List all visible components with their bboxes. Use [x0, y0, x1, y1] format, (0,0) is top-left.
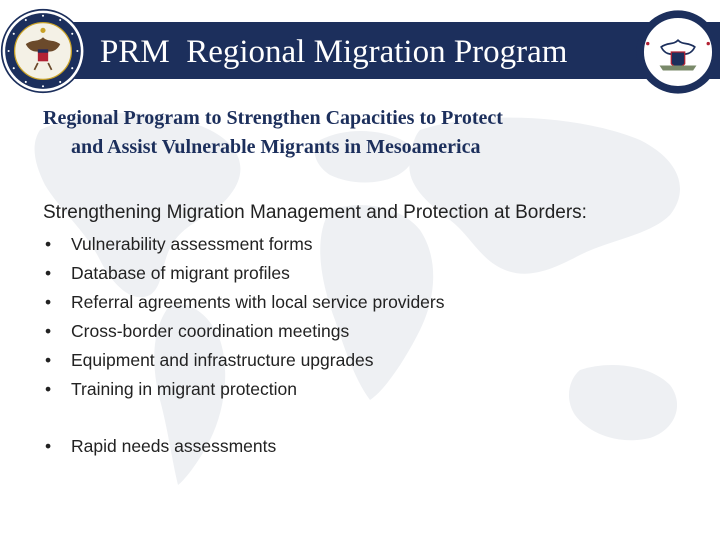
bullet-dot: • — [45, 436, 52, 456]
page-title: PRM Regional Migration Program — [100, 34, 568, 70]
bullet-dot: • — [45, 263, 52, 283]
bullet-dot: • — [45, 350, 52, 370]
list-item-text: Database of migrant profiles — [71, 263, 290, 283]
list-item-text: Rapid needs assessments — [71, 436, 277, 456]
subtitle-line-1: Regional Program to Strengthen Capacities to Protect — [43, 107, 503, 129]
bullet-dot: • — [45, 321, 52, 341]
bullet-list — [43, 230, 683, 461]
list-item-text: Cross-border coordination meetings — [71, 321, 350, 341]
list-item-text: Referral agreements with local service providers — [71, 292, 445, 312]
list-item-text: Training in migrant protection — [71, 379, 297, 399]
list-item — [43, 230, 683, 259]
list-item — [43, 375, 683, 404]
list-item — [43, 432, 683, 461]
list-item — [43, 317, 683, 346]
bullet-dot: • — [45, 379, 52, 399]
section-heading: Strengthening Migration Management and Protection at Borders: — [43, 202, 587, 223]
homeland-security-seal-icon — [636, 10, 720, 94]
bullet-dot: • — [45, 234, 52, 254]
list-item — [43, 259, 683, 288]
slide-subtitle — [43, 104, 693, 162]
list-item — [43, 288, 683, 317]
subtitle-line-2: and Assist Vulnerable Migrants in Mesoamerica — [71, 136, 481, 158]
bullet-dot: • — [45, 292, 52, 312]
list-item — [43, 346, 683, 375]
state-department-seal-icon — [0, 8, 86, 94]
list-item-text: Equipment and infrastructure upgrades — [71, 350, 374, 370]
list-item-text: Vulnerability assessment forms — [71, 234, 313, 254]
